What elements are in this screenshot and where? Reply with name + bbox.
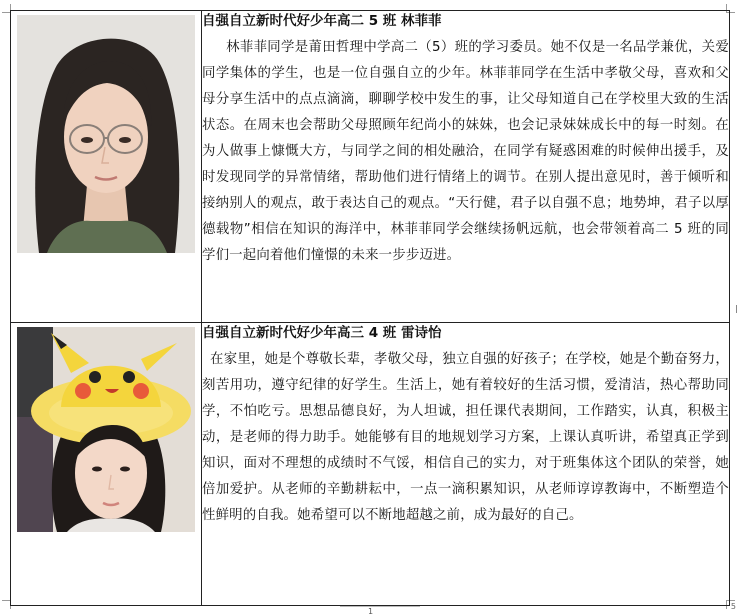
profile-title: 自强自立新时代好少年高二 5 班 林菲菲 xyxy=(202,13,442,29)
page-bottom-ruler xyxy=(340,606,420,613)
profile-row xyxy=(11,11,730,323)
profile-paragraph: 林菲菲同学是莆田哲理中学高二（5）班的学习委员。她不仅是一名品学兼优，关爱同学集体的学生，也是一位自强自立的少年。林菲菲同学在生活中孝敬父母，喜欢和父母分享生活中的点点滴滴，聊聊学校中发生的事，让父母知道自己在学校里大致的生活状态。在周末也会帮助父母照顾年纪尚小的妹妹，也会记录妹妹成长中的每一时刻。在为人做事上慷慨大方，与同学之间的相处融洽，在同学有疑惑困难的时候伸出援手，及时发现同学的异常情绪，帮助他们进行情绪上的调节。在别人提出意见时，善于倾听和接纳别人的观点，敢于表达自己的观点。“天行健，君子以自强不息；地势坤，君子以厚德载物”相信在知识的海洋中，林菲菲同学会继续扬帆远航，也会带领着高二 5 班的同学们一起向着他们憧憬的未来一步步迈进。 xyxy=(202,40,729,263)
profile-paragraph: 在家里，她是个尊敬长辈，孝敬父母，独立自强的好孩子；在学校，她是个勤奋努力，刻苦用功，遵守纪律的好学生。生活上，她有着较好的生活习惯，爱清洁，热心帮助同学，不怕吃亏。思想品德良好，为人坦诚，担任课代表期间，工作踏实，认真，积极主动，是老师的得力助手。她能够有目的地规划学习方案，上课认真听讲，希望真正学到知识，面对不理想的成绩时不气馁，相信自己的实力，对于班集体这个团队的荣誉，她倍加爱护。从老师的辛勤耕耘中，一点一滴积累知识，从老师谆谆教诲中，不断塑造个性鲜明的自我。她希望可以不断地超越之前，成为最好的自己。 xyxy=(202,352,729,523)
profile-text-cell xyxy=(202,323,730,606)
photo-cell xyxy=(11,323,202,606)
corner-marker: 5 xyxy=(730,602,736,611)
page-marker: 1 xyxy=(368,607,374,616)
table-edge-marker xyxy=(730,305,737,313)
student-portrait-icon xyxy=(17,327,195,532)
profile-table xyxy=(10,10,730,606)
profile-row xyxy=(11,323,730,606)
photo-cell xyxy=(11,11,202,323)
student-portrait-icon xyxy=(17,15,195,253)
profile-text-cell xyxy=(202,11,730,323)
student-photo xyxy=(17,15,195,253)
profile-title: 自强自立新时代好少年高三 4 班 雷诗怡 xyxy=(202,325,442,341)
student-photo xyxy=(17,327,195,532)
